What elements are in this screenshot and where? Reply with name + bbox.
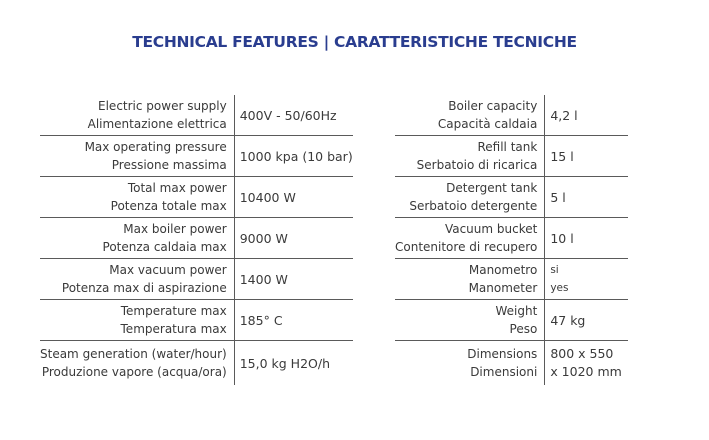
spec-value: 185° C xyxy=(234,300,352,341)
spec-label-en: Max vacuum power xyxy=(109,263,227,277)
table-row xyxy=(395,259,628,300)
spec-label-it: Potenza max di aspirazione xyxy=(61,281,227,295)
spec-label-line-2: Manometer xyxy=(468,281,538,295)
spec-label xyxy=(395,259,545,300)
spec-value: 47 kg xyxy=(545,300,629,341)
spec-label xyxy=(395,177,545,218)
spec-label-it: Produzione vapore (acqua/ora) xyxy=(41,365,227,379)
spec-value: 1000 kpa (10 bar) xyxy=(234,136,352,177)
spec-label xyxy=(395,300,545,341)
table-row xyxy=(395,177,628,218)
spec-label-en: Max boiler power xyxy=(123,222,227,236)
spec-value: 1400 W xyxy=(234,259,352,300)
spec-label-line-2: Contenitore di recupero xyxy=(395,240,538,254)
spec-label-en: Steam generation (water/hour) xyxy=(40,347,227,361)
spec-label-line-1: Manometro xyxy=(468,263,538,277)
spec-value-line-1: 800 x 550 xyxy=(550,346,614,361)
spec-label-en: Max operating pressure xyxy=(84,140,227,154)
table-row xyxy=(395,300,628,341)
spec-label-it: Temperatura max xyxy=(120,322,227,336)
spec-label-it: Potenza totale max xyxy=(110,199,227,213)
spec-label xyxy=(40,341,234,386)
specs-table-left xyxy=(40,95,353,385)
table-row xyxy=(40,259,353,300)
spec-label xyxy=(395,136,545,177)
spec-label-en: Total max power xyxy=(127,181,227,195)
spec-value-line-2: yes xyxy=(550,282,569,294)
spec-label-line-2: Capacità caldaia xyxy=(437,117,538,131)
table-row xyxy=(395,341,628,386)
spec-label-line-1: Dimensions xyxy=(467,347,538,361)
spec-value: 15,0 kg H2O/h xyxy=(234,341,352,386)
spec-label-line-2: Peso xyxy=(509,322,538,336)
spec-value: 4,2 l xyxy=(545,95,629,136)
spec-value: 15 l xyxy=(545,136,629,177)
spec-label xyxy=(40,95,234,136)
spec-label-line-1: Weight xyxy=(495,304,538,318)
spec-label-line-2: Serbatoio di ricarica xyxy=(416,158,538,172)
spec-label xyxy=(395,95,545,136)
spec-value xyxy=(545,341,629,386)
spec-label-it: Pressione massima xyxy=(111,158,227,172)
spec-label-line-1: Vacuum bucket xyxy=(444,222,538,236)
spec-label xyxy=(40,300,234,341)
spec-label-it: Alimentazione elettrica xyxy=(87,117,227,131)
spec-label xyxy=(40,177,234,218)
table-row xyxy=(395,218,628,259)
table-row xyxy=(40,177,353,218)
spec-label xyxy=(395,341,545,386)
spec-value: 400V - 50/60Hz xyxy=(234,95,352,136)
spec-label-it: Potenza caldaia max xyxy=(102,240,227,254)
spec-label-en: Electric power supply xyxy=(98,99,227,113)
spec-value-line-1: si xyxy=(550,264,559,276)
spec-label xyxy=(395,218,545,259)
spec-label xyxy=(40,218,234,259)
table-row xyxy=(40,136,353,177)
spec-label-line-1: Detergent tank xyxy=(446,181,538,195)
spec-value: 10 l xyxy=(545,218,629,259)
table-row xyxy=(40,300,353,341)
spec-label-en: Temperature max xyxy=(120,304,227,318)
spec-label xyxy=(40,259,234,300)
spec-value: 10400 W xyxy=(234,177,352,218)
table-row xyxy=(40,95,353,136)
page-title: TECHNICAL FEATURES | CARATTERISTICHE TECNICHE xyxy=(132,33,577,51)
specs-table-right xyxy=(395,95,628,385)
table-row xyxy=(40,341,353,386)
spec-label-line-2: Dimensioni xyxy=(470,365,538,379)
spec-value: 5 l xyxy=(545,177,629,218)
table-row xyxy=(395,136,628,177)
table-row xyxy=(40,218,353,259)
spec-label-line-2: Serbatoio detergente xyxy=(409,199,538,213)
spec-value xyxy=(545,259,629,300)
spec-label xyxy=(40,136,234,177)
spec-value: 9000 W xyxy=(234,218,352,259)
spec-value-line-2: x 1020 mm xyxy=(550,364,622,379)
spec-label-line-1: Boiler capacity xyxy=(448,99,538,113)
spec-label-line-1: Refill tank xyxy=(477,140,538,154)
table-row xyxy=(395,95,628,136)
